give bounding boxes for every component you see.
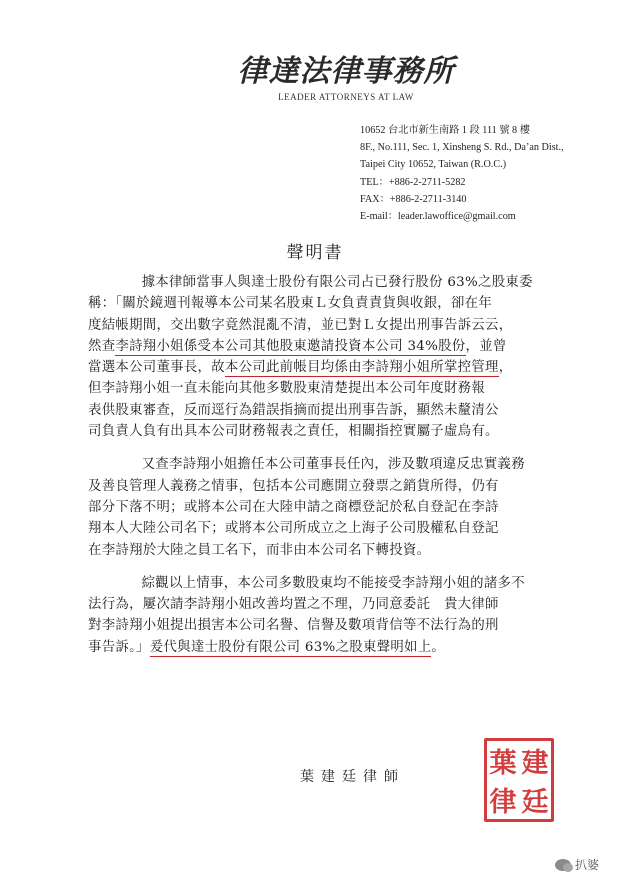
- text-segment: ，: [498, 360, 513, 376]
- text-line: [88, 454, 548, 475]
- text-line: [88, 476, 548, 497]
- text-segment: ，並曾: [465, 338, 507, 354]
- address-en-line2: Taipei City 10652, Taiwan (R.O.C.): [360, 159, 507, 171]
- text-segment: 司負責人負有出具本公司財務報表之責任，相關指控實屬子虛烏有。: [88, 424, 499, 440]
- wechat-icon: [555, 859, 571, 871]
- telephone: TEL：+886-2-2711-5282: [360, 176, 466, 188]
- text-line: [88, 400, 548, 421]
- text-segment: 。: [431, 639, 446, 655]
- text-line: [88, 637, 548, 658]
- lawyer-seal-stamp: [484, 738, 554, 822]
- email: E-mail：leader.lawoffice@gmail.com: [360, 211, 516, 223]
- text-line: [88, 272, 548, 293]
- address-en-line1: 8F., No.111, Sec. 1, Xinsheng S. Rd., Da’an Dist.,: [360, 142, 564, 154]
- text-segment: 在李詩翔於大陸之員工名下，而非由本公司名下轉投資。: [88, 542, 431, 558]
- text-line: [88, 336, 548, 357]
- statement-body: [88, 272, 548, 670]
- contact-info: [360, 122, 615, 225]
- underlined-text: 李詩翔小姐係受本公司其他股東邀請投資本公司 34%股份: [115, 338, 466, 354]
- text-segment: 度結帳期間，交出數字竟然混亂不清，並已對Ｌ女提出刑事告訴云云，: [88, 317, 513, 333]
- firm-name-en: LEADER ATTORNEYS AT LAW: [278, 92, 414, 102]
- text-segment: 當選本公司董事長，故: [88, 360, 225, 376]
- text-line: [88, 315, 548, 336]
- seal-char: 廷: [521, 787, 549, 818]
- text-segment: ，顯然未釐清公: [402, 402, 499, 418]
- text-segment: 及善良管理人義務之情事，包括本公司應開立發票之銷貨所得，仍有: [88, 478, 499, 494]
- watermark-text: 扒婆: [575, 858, 600, 872]
- paragraph: [88, 573, 548, 658]
- text-line: [88, 357, 548, 378]
- text-line: [88, 594, 548, 615]
- text-segment: 稱：「關於鏡週刊報導本公司某名股東Ｌ女負責責貨與收銀，卻在年: [88, 296, 493, 312]
- signature: 葉建廷律師: [300, 769, 405, 785]
- paragraph: [88, 454, 548, 560]
- text-line: [88, 540, 548, 561]
- text-segment: 對李詩翔小姐提出損害本公司名譽、信譽及數項背信等不法行為的刑: [88, 618, 499, 634]
- text-line: [88, 615, 548, 636]
- text-segment: 表供股東審查，: [88, 402, 184, 418]
- underlined-text: 爰代與達士股份有限公司 63%之股東聲明如上: [149, 639, 432, 655]
- watermark: [555, 856, 599, 873]
- text-segment: 然查: [88, 338, 116, 354]
- seal-char: 葉: [489, 748, 517, 779]
- paragraph: [88, 272, 548, 442]
- firm-name-cn: 律達法律事務所: [237, 54, 455, 89]
- seal-char: 律: [489, 787, 517, 818]
- text-line: [88, 421, 548, 442]
- document-title: 聲明書: [286, 243, 344, 263]
- text-segment: 部分下落不明；或將本公司在大陸申請之商標登記於私自登記在李詩: [88, 499, 499, 515]
- text-line: [88, 497, 548, 518]
- text-segment: 據本律師當事人與達士股份有限公司占已發行股份 63%之股東委: [141, 275, 533, 290]
- underlined-text: 反而逕行為錯誤指摘而提出刑事告訴: [183, 402, 403, 418]
- underlined-text: 本公司此前帳目均係由李詩翔小姐所掌控管理: [224, 360, 499, 376]
- text-segment: 綜觀以上情事，本公司多數股東均不能接受李詩翔小姐的諸多不: [141, 575, 525, 591]
- seal-char: 建: [521, 748, 549, 779]
- fax: FAX：+886-2-2711-3140: [360, 193, 467, 205]
- text-segment: 事告訴。」: [88, 639, 150, 655]
- text-segment: 但李詩翔小姐一直未能向其他多數股東清楚提出本公司年度財務報: [88, 381, 486, 397]
- text-line: [88, 378, 548, 399]
- letterhead-logo: [236, 56, 456, 102]
- text-line: [88, 573, 548, 594]
- text-line: [88, 518, 548, 539]
- text-segment: 又查李詩翔小姐擔任本公司董事長任內，涉及數項違反忠實義務: [141, 457, 525, 473]
- text-segment: 翔本人大陸公司名下；或將本公司所成立之上海子公司股權私自登記: [88, 521, 499, 537]
- text-segment: 法行為，屢次請李詩翔小姐改善均置之不理，乃同意委託 貴大律師: [88, 597, 499, 613]
- text-line: [88, 293, 548, 314]
- address-cn: 10652 台北市新生南路 1 段 111 號 8 樓: [360, 125, 530, 136]
